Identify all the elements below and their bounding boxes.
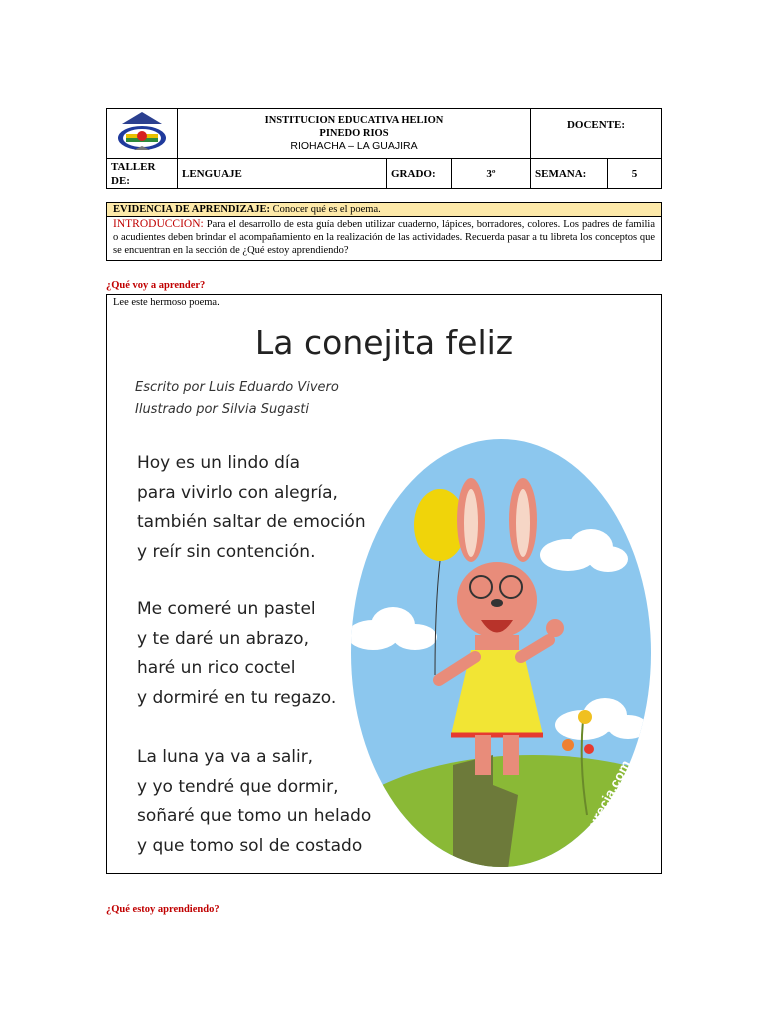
poem-title: La conejita feliz [254, 323, 514, 362]
intro-text: Para el desarrollo de esta guía deben utilizar cuaderno, lápices, borradores, colores. Los padres de familia o acudientes deben brindar el acompañamiento en la realización de las actividades. Recuerda pasar a tu libreta los conceptos que se encuentran en la sección de ¿Qué estoy aprendiendo? [113, 219, 656, 256]
subject-value: LENGUAJE [178, 159, 387, 189]
semana-label: SEMANA: [531, 159, 608, 189]
school-logo-icon [114, 110, 170, 154]
grado-label: GRADO: [387, 159, 452, 189]
poem-line: Hoy es un lindo día [137, 453, 301, 473]
poem-author: Escrito por Luis Eduardo Vivero [135, 380, 339, 395]
poem-line: Me comeré un pastel [137, 599, 316, 619]
stanza-1 [137, 449, 366, 567]
bunny-illustration [343, 435, 659, 869]
institution-cell [178, 109, 531, 159]
evidence-label: EVIDENCIA DE APRENDIZAJE: [113, 204, 270, 215]
poem-line: y reír sin contención. [137, 541, 316, 562]
taller-label: TALLER [111, 160, 156, 173]
evidence-row [107, 203, 661, 217]
stanza-2 [137, 595, 336, 713]
learning-heading: ¿Qué estoy aprendiendo? [106, 904, 220, 915]
institution-name-2: PINEDO RIOS [319, 128, 389, 139]
poem-line: y yo tendré que dormir, [137, 776, 339, 797]
poem-line: y dormiré en tu regazo. [137, 687, 337, 708]
poem-line: La luna ya va a salir, [137, 747, 314, 767]
taller-label-de: DE: [111, 174, 130, 187]
school-logo-cell [107, 109, 178, 159]
poem-line: y te daré un abrazo, [137, 628, 309, 649]
poem-line: soñaré que tomo un helado [137, 806, 372, 826]
poem-illustrator: Ilustrado por Silvia Sugasti [135, 402, 309, 417]
learn-heading: ¿Qué voy a aprender? [106, 280, 206, 291]
intro-paragraph [107, 217, 661, 260]
watermark-text: zurecia.com [581, 757, 634, 837]
evidence-box [106, 202, 662, 261]
taller-label-cell [107, 159, 178, 189]
poem-line: para vivirlo con alegría, [137, 482, 338, 503]
docente-label: DOCENTE: [531, 109, 662, 159]
poem-box [106, 294, 662, 874]
poem-instruction: Lee este hermoso poema. [113, 297, 220, 308]
grado-value: 3º [452, 159, 531, 189]
poem-line: también saltar de emoción [137, 512, 366, 532]
evidence-text: Conocer qué es el poema. [272, 204, 381, 215]
institution-name-1: INSTITUCION EDUCATIVA HELION [264, 115, 444, 126]
semana-value: 5 [608, 159, 662, 189]
intro-label: INTRODUCCION: [113, 218, 204, 230]
stanza-3 [137, 743, 371, 861]
poem-line: y que tomo sol de costado [137, 835, 363, 856]
institution-location: RIOHACHA – LA GUAJIRA [290, 140, 418, 152]
header-table [106, 108, 662, 189]
poem-line: haré un rico coctel [137, 658, 296, 678]
